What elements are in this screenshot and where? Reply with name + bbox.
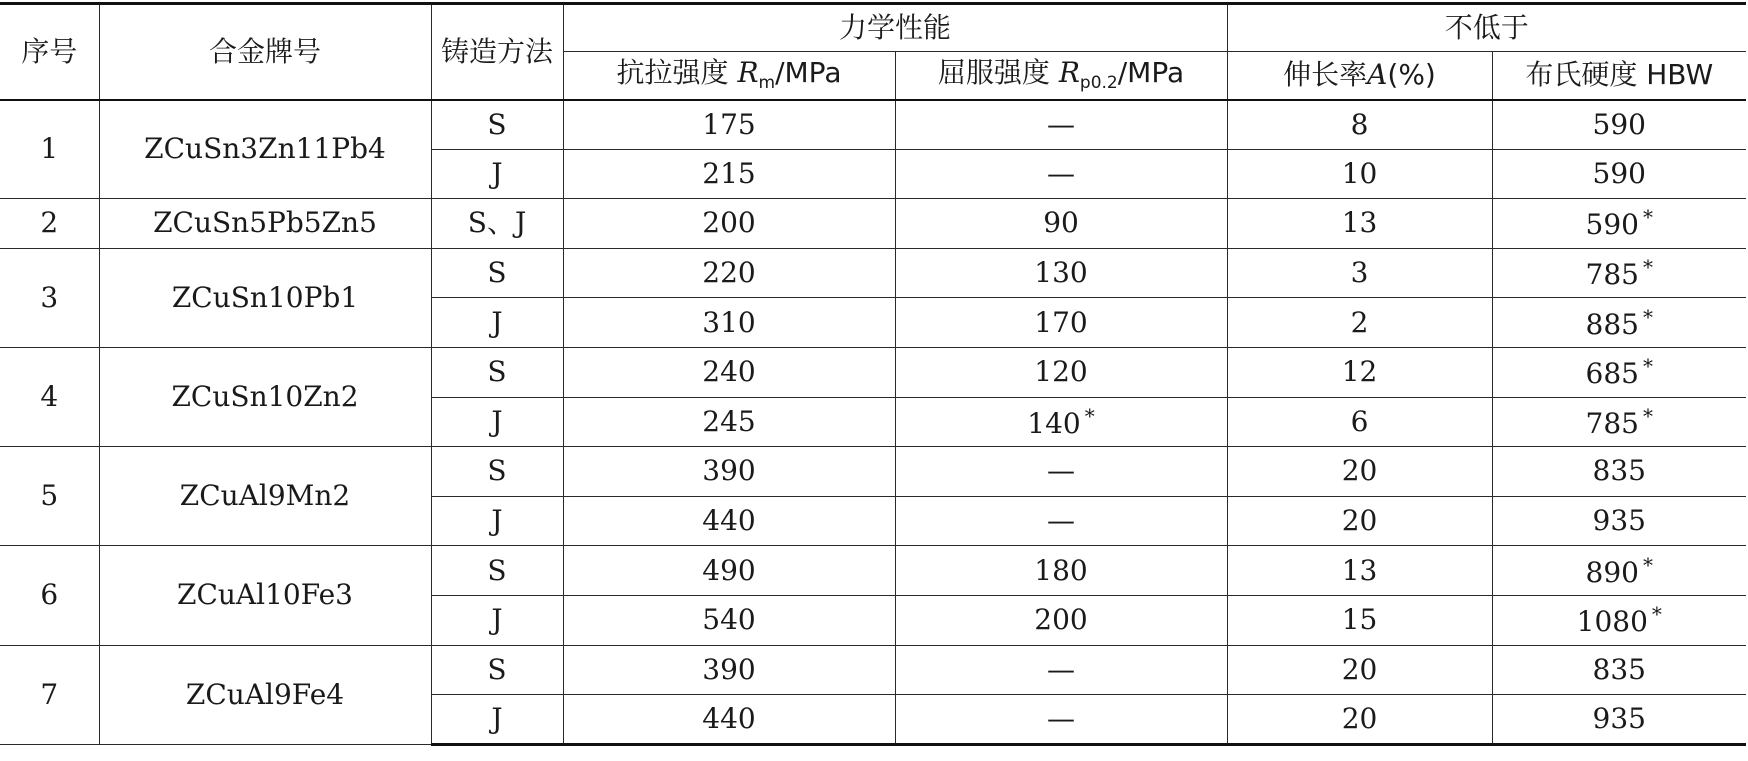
cell-seq: 7 (0, 645, 99, 744)
header-tensile (563, 52, 895, 100)
footnote-mark: * (1643, 552, 1653, 577)
cell-method: S (431, 546, 563, 596)
cell-tensile: 240 (563, 347, 895, 397)
cell-yield (895, 298, 1227, 348)
cell-alloy-name: ZCuSn10Pb1 (99, 248, 431, 347)
cell-method: S (431, 100, 563, 150)
cell-method: J (431, 496, 563, 546)
cell-method: J (431, 149, 563, 199)
header-yield-label: 屈服强度 (937, 55, 1050, 89)
cell-alloy-name: ZCuAl10Fe3 (99, 546, 431, 645)
cell-yield (895, 496, 1227, 546)
cell-yield (895, 347, 1227, 397)
header-method: 铸造方法 (431, 4, 563, 100)
cell-hardness (1492, 100, 1746, 150)
header-elong-unit: (%) (1387, 58, 1436, 92)
cell-tensile: 540 (563, 595, 895, 645)
header-elongation (1227, 52, 1492, 100)
cell-hardness (1492, 496, 1746, 546)
cell-yield (895, 100, 1227, 150)
cell-tensile: 390 (563, 645, 895, 695)
cell-method: S、J (431, 199, 563, 249)
header-yield-unit: /MPa (1117, 55, 1185, 89)
cell-elongation: 13 (1227, 199, 1492, 249)
hardness-value: 785 (1585, 406, 1639, 440)
cell-tensile: 245 (563, 397, 895, 447)
header-alloy: 合金牌号 (99, 4, 431, 100)
footnote-mark: * (1643, 403, 1653, 428)
cell-yield (895, 695, 1227, 745)
cell-elongation: 20 (1227, 645, 1492, 695)
cell-hardness (1492, 695, 1746, 745)
yield-value: — (1047, 504, 1075, 538)
cell-elongation: 20 (1227, 695, 1492, 745)
yield-value: 140 (1027, 406, 1081, 440)
cell-elongation: 13 (1227, 546, 1492, 596)
cell-method: J (431, 298, 563, 348)
cell-yield (895, 199, 1227, 249)
hardness-value: 685 (1585, 357, 1639, 391)
yield-value: — (1047, 454, 1075, 488)
header-tensile-symbol: R (737, 55, 759, 89)
cell-tensile: 220 (563, 248, 895, 298)
table-row (0, 347, 1746, 397)
cell-tensile: 440 (563, 695, 895, 745)
yield-value: 170 (1034, 305, 1088, 339)
yield-value: — (1047, 156, 1075, 190)
hardness-value: 835 (1592, 652, 1646, 686)
cell-seq: 3 (0, 248, 99, 347)
cell-tensile: 215 (563, 149, 895, 199)
cell-alloy-name: ZCuSn10Zn2 (99, 347, 431, 446)
footnote-mark: * (1643, 354, 1653, 379)
hardness-value: 590 (1592, 107, 1646, 141)
cell-elongation: 3 (1227, 248, 1492, 298)
header-not-lower: 不低于 (1227, 4, 1746, 52)
cell-alloy-name: ZCuAl9Mn2 (99, 447, 431, 546)
table-header (0, 4, 1746, 100)
cell-seq: 5 (0, 447, 99, 546)
cell-yield (895, 447, 1227, 497)
cell-seq: 4 (0, 347, 99, 446)
cell-hardness (1492, 347, 1746, 397)
cell-hardness (1492, 248, 1746, 298)
cell-hardness (1492, 397, 1746, 447)
cell-hardness (1492, 645, 1746, 695)
cell-method: J (431, 595, 563, 645)
cell-elongation: 20 (1227, 447, 1492, 497)
cell-alloy-name: ZCuAl9Fe4 (99, 645, 431, 744)
header-tensile-unit: /MPa (775, 55, 842, 89)
table-row (0, 248, 1746, 298)
cell-yield (895, 595, 1227, 645)
cell-elongation: 10 (1227, 149, 1492, 199)
table-row (0, 447, 1746, 497)
cell-yield (895, 397, 1227, 447)
cell-method: S (431, 347, 563, 397)
yield-value: 120 (1034, 355, 1088, 389)
cell-yield (895, 248, 1227, 298)
cell-elongation: 2 (1227, 298, 1492, 348)
cell-elongation: 6 (1227, 397, 1492, 447)
header-yield-sub: p0.2 (1079, 72, 1118, 93)
table-row (0, 100, 1746, 150)
cell-alloy-name: ZCuSn3Zn11Pb4 (99, 100, 431, 199)
cell-elongation: 8 (1227, 100, 1492, 150)
cell-hardness (1492, 546, 1746, 596)
table-body (0, 100, 1746, 745)
yield-value: — (1047, 652, 1075, 686)
yield-value: 180 (1034, 553, 1088, 587)
header-tensile-label: 抗拉强度 (616, 55, 729, 89)
cell-method: S (431, 248, 563, 298)
cell-elongation: 20 (1227, 496, 1492, 546)
header-mechanical: 力学性能 (563, 4, 1227, 52)
cell-seq: 6 (0, 546, 99, 645)
footnote-mark: * (1084, 403, 1095, 428)
yield-value: — (1047, 701, 1075, 735)
footnote-mark: * (1643, 304, 1653, 329)
hardness-value: 590 (1585, 208, 1639, 242)
header-hardness: 布氏硬度 HBW (1492, 52, 1746, 100)
hardness-value: 885 (1585, 307, 1639, 341)
header-yield (895, 52, 1227, 100)
cell-elongation: 12 (1227, 347, 1492, 397)
cell-hardness (1492, 595, 1746, 645)
hardness-value: 835 (1592, 454, 1646, 488)
cell-method: J (431, 695, 563, 745)
cell-yield (895, 645, 1227, 695)
cell-hardness (1492, 298, 1746, 348)
cell-yield (895, 149, 1227, 199)
cell-method: J (431, 397, 563, 447)
cell-method: S (431, 645, 563, 695)
yield-value: 200 (1034, 603, 1088, 637)
header-tensile-sub: m (758, 72, 776, 93)
cell-method: S (431, 447, 563, 497)
hardness-value: 590 (1592, 156, 1646, 190)
footnote-mark: * (1643, 205, 1653, 230)
yield-value: 90 (1043, 206, 1079, 240)
hardness-value: 935 (1592, 504, 1646, 538)
cell-tensile: 390 (563, 447, 895, 497)
cell-hardness (1492, 447, 1746, 497)
table-row (0, 546, 1746, 596)
yield-value: 130 (1034, 256, 1088, 290)
footnote-mark: * (1643, 255, 1653, 280)
cell-tensile: 310 (563, 298, 895, 348)
alloy-properties-table (0, 2, 1746, 746)
cell-yield (895, 546, 1227, 596)
header-seq: 序号 (0, 4, 99, 100)
hardness-value: 785 (1585, 258, 1639, 292)
yield-value: — (1047, 107, 1075, 141)
table-row (0, 645, 1746, 695)
footnote-mark: * (1651, 602, 1662, 627)
cell-hardness (1492, 199, 1746, 249)
header-elong-symbol: A (1367, 58, 1388, 92)
hardness-value: 890 (1585, 555, 1639, 589)
cell-hardness (1492, 149, 1746, 199)
cell-tensile: 440 (563, 496, 895, 546)
hardness-value: 1080 (1576, 605, 1648, 639)
header-elong-label: 伸长率 (1283, 58, 1368, 92)
table-row (0, 199, 1746, 249)
cell-seq: 1 (0, 100, 99, 199)
cell-tensile: 200 (563, 199, 895, 249)
cell-elongation: 15 (1227, 595, 1492, 645)
hardness-value: 935 (1592, 701, 1646, 735)
cell-tensile: 490 (563, 546, 895, 596)
cell-tensile: 175 (563, 100, 895, 150)
header-yield-symbol: R (1058, 55, 1080, 89)
cell-seq: 2 (0, 199, 99, 249)
cell-alloy-name: ZCuSn5Pb5Zn5 (99, 199, 431, 249)
